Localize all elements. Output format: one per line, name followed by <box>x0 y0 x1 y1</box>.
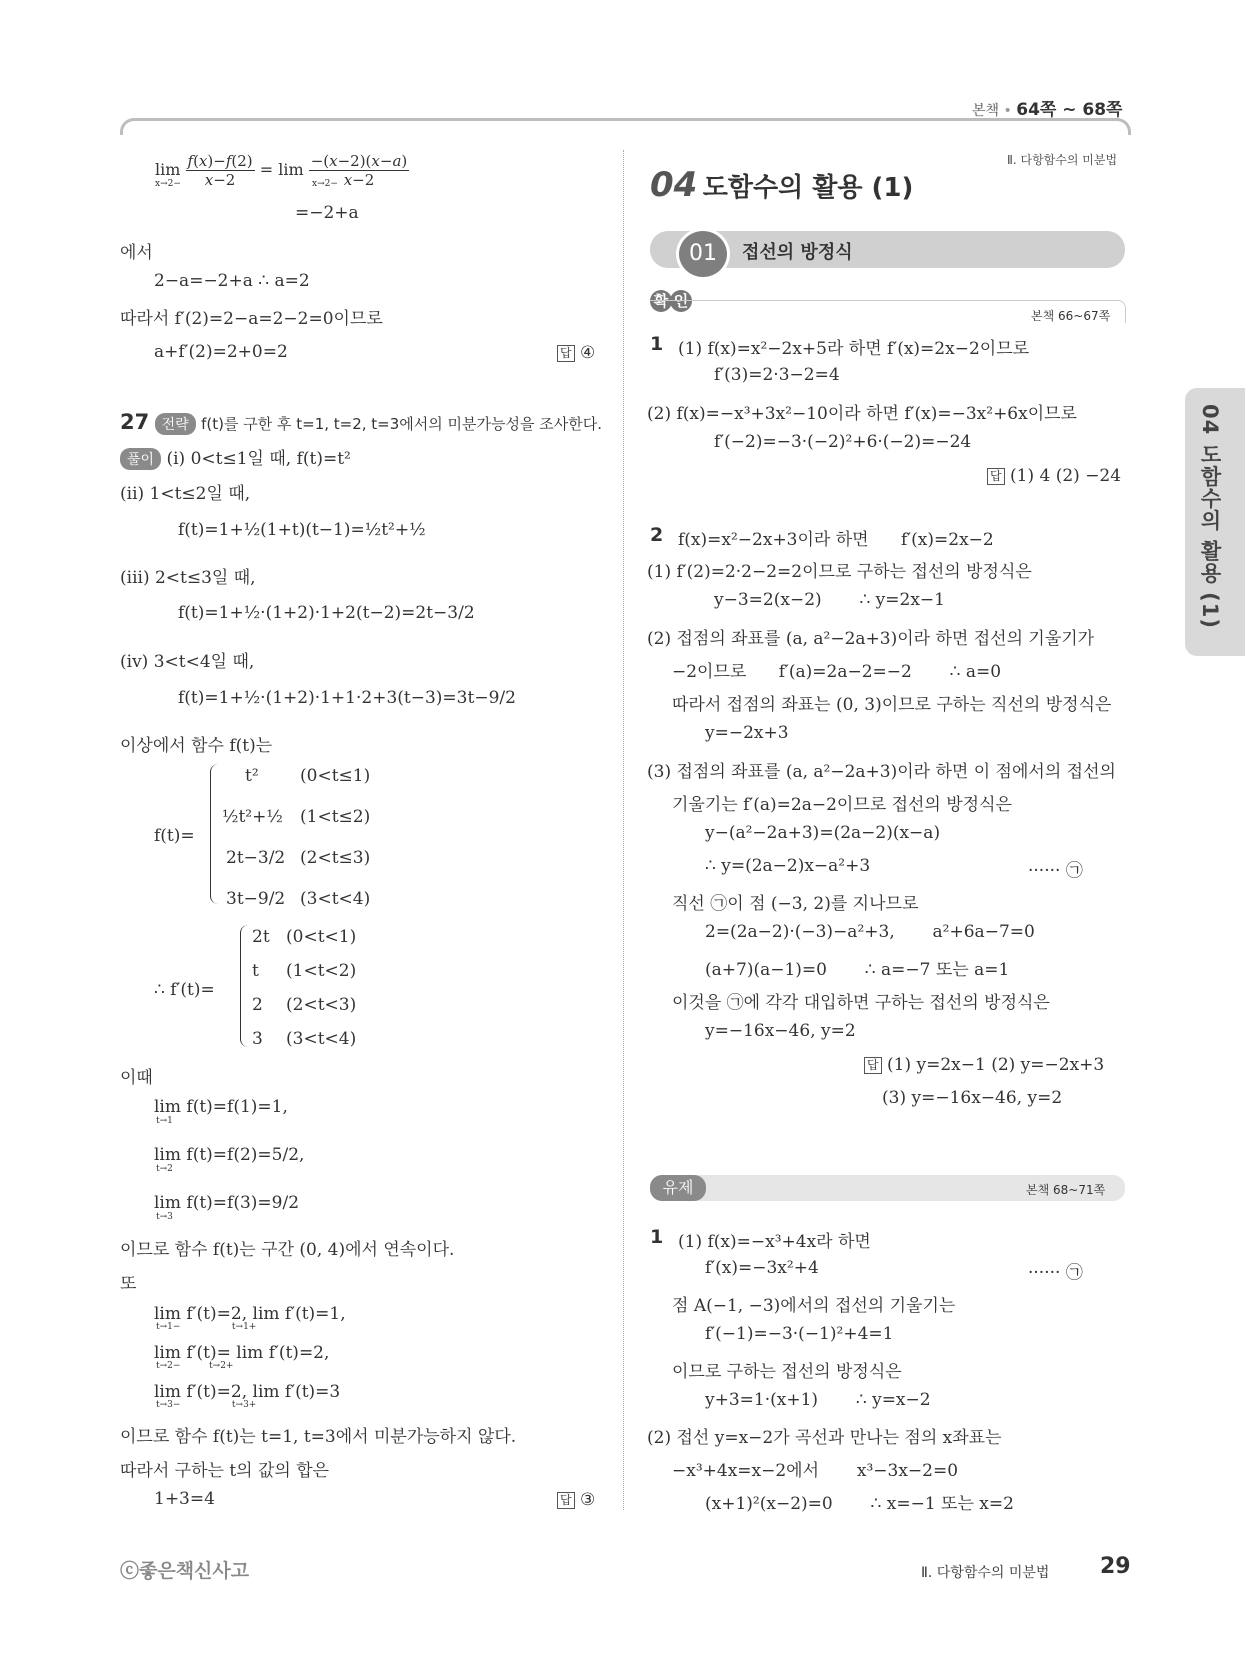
text-line: 또 <box>120 1274 137 1294</box>
text-line: (iv) 3<t<4일 때, <box>120 652 255 672</box>
header-prefix: 본책 <box>972 103 1000 119</box>
text-line: 이때 <box>120 1068 153 1088</box>
chapter-number: 04 <box>650 165 698 205</box>
text-line: f′(x)=−3x²+4 <box>705 1258 819 1278</box>
problem-number: 1 <box>650 1226 664 1248</box>
limit-sub: t→2− t→2+ <box>156 1361 234 1371</box>
limit-sub: t→3− t→3+ <box>156 1400 257 1410</box>
text-line: (1) f′(2)=2·2−2=2이므로 구하는 접선의 방정식은 <box>647 562 1032 582</box>
limit-line: lim f(t)=f(1)=1, <box>154 1097 288 1117</box>
piece-cond: (3<t<4) <box>300 889 371 909</box>
text-line: 이상에서 함수 f(t)는 <box>120 736 273 756</box>
limit-line: lim f(t)=f(2)=5/2, <box>154 1145 305 1165</box>
publisher-logo: ⓒ좋은책신사고 <box>120 1560 250 1582</box>
solution-line <box>120 444 351 470</box>
text-line: y−(a²−2a+3)=(2a−2)(x−a) <box>705 823 941 843</box>
fraction: $\frac{-(x-2)(x-a)}{x-2}$ <box>310 152 408 189</box>
text-line: y+3=1·(x+1) ∴ y=x−2 <box>705 1390 931 1410</box>
text-line: 이므로 함수 f(t)는 t=1, t=3에서 미분가능하지 않다. <box>120 1427 517 1447</box>
text-line: y=−16x−46, y=2 <box>705 1021 856 1041</box>
limit-sub: x→2− <box>155 179 181 189</box>
problem-number: 27 <box>120 410 150 434</box>
answer-mark <box>557 1490 595 1510</box>
text-line: f′(−2)=−3·(−2)²+6·(−2)=−24 <box>714 432 972 452</box>
check-ref: 본책 66~67쪽 <box>1031 309 1111 323</box>
text-line: y=−2x+3 <box>705 723 789 743</box>
equation-marker: ······ ㉠ <box>1028 861 1083 881</box>
problem-27-header <box>120 410 602 435</box>
text-line: (1) f(x)=x²−2x+5라 하면 f′(x)=2x−2이므로 <box>678 339 1030 359</box>
header-pages: 64쪽 ~ 68쪽 <box>1016 100 1123 120</box>
answer-mark <box>987 466 1121 486</box>
piece-cond: (1<t≤2) <box>300 807 371 827</box>
strategy-text: f(t)를 구한 후 t=1, t=2, t=3에서의 미분가능성을 조사한다. <box>201 415 602 433</box>
answer-value: ③ <box>580 1490 596 1510</box>
answer-mark <box>864 1055 1104 1075</box>
header-rule <box>120 118 1131 135</box>
text-line: (2) f(x)=−x³+3x²−10이라 하면 f′(x)=−3x²+6x이므로 <box>647 404 1077 424</box>
piece-cond: (3<t<4) <box>286 1029 357 1049</box>
text-line: (a+7)(a−1)=0 ∴ a=−7 또는 a=1 <box>705 960 1010 980</box>
column-divider <box>623 150 624 1510</box>
solution-tag: 풀이 <box>120 448 161 470</box>
answer-value: (1) y=2x−1 (2) y=−2x+3 <box>887 1055 1105 1075</box>
piecewise-brace <box>210 764 219 904</box>
problem-number: 1 <box>650 333 664 355</box>
formula: f(t)=1+½·(1+2)·1+2(t−2)=2t−3/2 <box>178 603 475 623</box>
text-line: 직선 ㉠이 점 (−3, 2)를 지나므로 <box>672 894 919 914</box>
answer-mark <box>557 343 595 363</box>
text-line: (2) 접선 y=x−2가 곡선과 만나는 점의 x좌표는 <box>647 1428 1002 1448</box>
piece-expr: 3 <box>252 1029 263 1049</box>
piecewise-label: f(t)= <box>154 826 195 846</box>
piece-expr: 2 <box>252 995 263 1015</box>
header-page-ref: 본책 • 64쪽 ~ 68쪽 <box>972 100 1123 120</box>
piece-cond: (1<t<2) <box>286 961 357 981</box>
text-line: (1) f(x)=−x³+4x라 하면 <box>678 1232 871 1252</box>
limit-line: lim f′(t)= lim f′(t)=2, <box>154 1343 330 1363</box>
limit-line-1: lim $\frac{f(x)-f(2)}{x-2}$ = lim $\frac{-(x-2)(x-a)}{x-2}$ <box>155 152 408 189</box>
check-badge-a: 확 <box>650 290 672 312</box>
limit-line: lim f′(t)=2, lim f′(t)=3 <box>154 1382 341 1402</box>
header-chapter: Ⅱ. 다항함수의 미분법 <box>1007 153 1118 167</box>
side-tab-label: 04 도함수의 활용 (1) <box>1198 404 1222 629</box>
text-line: 1+3=4 <box>154 1489 215 1509</box>
answer-box-icon: 답 <box>557 345 575 362</box>
piece-expr: ½t²+½ <box>222 807 283 827</box>
equation-marker: ······ ㉠ <box>1028 1263 1083 1283</box>
answer-value: ④ <box>580 343 596 363</box>
limit-sub: t→1 <box>156 1116 173 1126</box>
side-tab <box>1185 388 1245 656</box>
text-line: −x³+4x=x−2에서 x³−3x−2=0 <box>672 1461 959 1481</box>
piece-cond: (2<t<3) <box>286 995 357 1015</box>
answer-value: (1) 4 (2) −24 <box>1010 466 1122 486</box>
text-line: f(x)=x²−2x+3이라 하면 f′(x)=2x−2 <box>678 530 994 550</box>
answer-value: (3) y=−16x−46, y=2 <box>882 1088 1063 1108</box>
text-line: 점 A(−1, −3)에서의 접선의 기울기는 <box>672 1296 956 1316</box>
text-line: 2−a=−2+a ∴ a=2 <box>154 271 310 291</box>
text-line: 따라서 접점의 좌표는 (0, 3)이므로 구하는 직선의 방정식은 <box>672 695 1112 715</box>
check-badge-b: 인 <box>670 290 692 312</box>
limit-line: lim f(t)=f(3)=9/2 <box>154 1193 300 1213</box>
section-number: 01 <box>676 228 730 280</box>
piecewise-label: ∴ f′(t)= <box>154 980 215 1000</box>
text-line: y−3=2(x−2) ∴ y=2x−1 <box>714 590 945 610</box>
piece-cond: (2<t≤3) <box>300 848 371 868</box>
limit-sub: t→3 <box>156 1212 173 1222</box>
limit-sub: t→2 <box>156 1164 173 1174</box>
lim-word: lim <box>155 160 181 179</box>
text-line: (i) 0<t≤1일 때, f(t)=t² <box>166 449 351 469</box>
limit-sub: t→1− t→1+ <box>156 1322 257 1332</box>
problem-number: 2 <box>650 524 664 546</box>
answer-box-icon: 답 <box>557 1492 575 1509</box>
formula: f(t)=1+½(1+t)(t−1)=½t²+½ <box>178 520 426 540</box>
piece-cond: (0<t≤1) <box>300 766 371 786</box>
text-line: (iii) 2<t≤3일 때, <box>120 568 256 588</box>
text-line: 따라서 구하는 t의 값의 합은 <box>120 1461 330 1481</box>
text-line: 에서 <box>120 243 153 263</box>
piece-expr: t² <box>245 766 259 786</box>
text-line: 이므로 함수 f(t)는 구간 (0, 4)에서 연속이다. <box>120 1240 455 1260</box>
text-line: 이므로 구하는 접선의 방정식은 <box>672 1362 902 1382</box>
text-line: (3) 접점의 좌표를 (a, a²−2a+3)이라 하면 이 점에서의 접선의 <box>647 762 1116 782</box>
piece-expr: 2t <box>252 927 270 947</box>
example-ref: 본책 68~71쪽 <box>1026 1183 1106 1197</box>
piece-expr: t <box>252 961 259 981</box>
text-line: (x+1)²(x−2)=0 ∴ x=−1 또는 x=2 <box>705 1494 1014 1514</box>
piece-cond: (0<t<1) <box>286 927 357 947</box>
text-line: 기울기는 f′(a)=2a−2이므로 접선의 방정식은 <box>672 795 1012 815</box>
text-line: (2) 접점의 좌표를 (a, a²−2a+3)이라 하면 접선의 기울기가 <box>647 629 1095 649</box>
limit-line: lim f′(t)=2, lim f′(t)=1, <box>154 1304 346 1324</box>
limit-sub: x→2− <box>312 179 338 189</box>
text-line: 2=(2a−2)·(−3)−a²+3, a²+6a−7=0 <box>705 922 1035 942</box>
section-title: 접선의 방정식 <box>742 242 853 263</box>
page-number: 29 <box>1100 1554 1131 1579</box>
text-line: f′(−1)=−3·(−1)²+4=1 <box>705 1324 894 1344</box>
piecewise-brace <box>240 925 249 1047</box>
chapter-name: 도함수의 활용 (1) <box>702 173 914 203</box>
example-label: 유제 <box>650 1175 706 1201</box>
answer-box-icon: 답 <box>987 468 1005 485</box>
answer-box-icon: 답 <box>864 1057 882 1074</box>
chapter-title <box>650 165 913 205</box>
strategy-tag: 전략 <box>155 413 196 435</box>
text-line: −2이므로 f′(a)=2a−2=−2 ∴ a=0 <box>672 662 1002 682</box>
piece-expr: 2t−3/2 <box>226 848 286 868</box>
piece-expr: 3t−9/2 <box>226 889 286 909</box>
fraction: $\frac{f(x)-f(2)}{x-2}$ <box>187 152 253 189</box>
text-line: (ii) 1<t≤2일 때, <box>120 484 251 504</box>
text-line: =−2+a <box>295 203 359 223</box>
footer-chapter: Ⅱ. 다항함수의 미분법 <box>921 1565 1050 1581</box>
formula: f(t)=1+½·(1+2)·1+1·2+3(t−3)=3t−9/2 <box>178 688 516 708</box>
text-line: 따라서 f′(2)=2−a=2−2=0이므로 <box>120 309 383 329</box>
text-line: 이것을 ㉠에 각각 대입하면 구하는 접선의 방정식은 <box>672 993 1050 1013</box>
text-line: a+f′(2)=2+0=2 <box>154 342 288 362</box>
text-line: ∴ y=(2a−2)x−a²+3 <box>705 856 871 876</box>
text-line: f′(3)=2·3−2=4 <box>714 365 840 385</box>
